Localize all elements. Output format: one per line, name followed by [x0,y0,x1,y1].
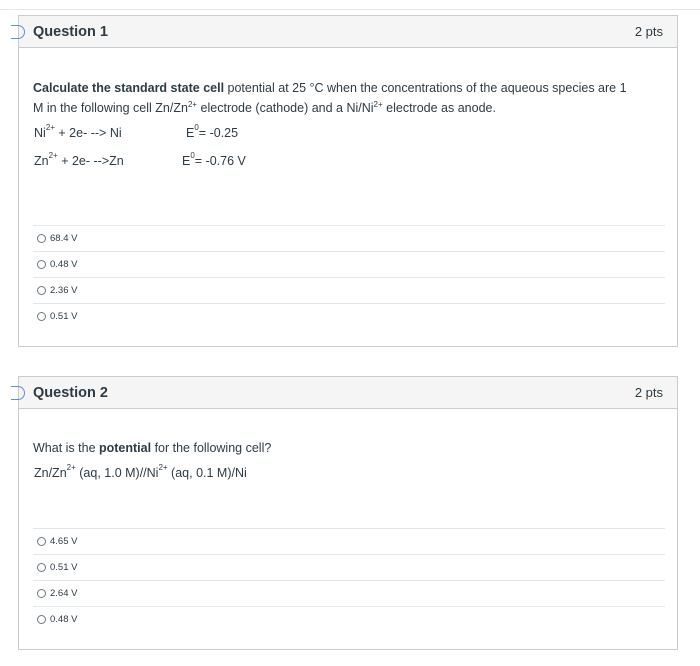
radio-button-icon[interactable] [37,260,46,269]
cell-text: (aq, 1.0 M)//Ni [75,466,159,480]
answer-label[interactable]: 2.64 V [50,588,78,599]
equation-text: + 2e- -->Zn [57,154,124,168]
answer-label[interactable]: 4.65 V [50,536,78,547]
superscript: 0 [190,151,195,160]
question-title: Question 2 [33,384,108,401]
superscript: 2+ [373,100,383,109]
question-text: What is the [33,441,99,455]
question-text: M in the following cell Zn/Zn [33,101,188,115]
question-bold-text: potential [99,441,152,455]
answer-label[interactable]: 68.4 V [50,233,78,244]
cell-text: Zn/Zn [34,466,67,480]
superscript: 2+ [187,100,198,109]
answer-label[interactable]: 0.51 V [50,562,78,573]
question-1-header [19,16,677,48]
question-text: for the following cell? [151,441,272,455]
radio-button-icon[interactable] [37,563,46,572]
radio-button-icon[interactable] [37,234,46,243]
answer-option[interactable] [33,251,665,277]
answer-option[interactable] [33,606,665,632]
equation-2 [34,151,246,168]
answer-option[interactable] [33,580,665,606]
superscript: 0 [194,123,199,132]
superscript: 2+ [158,463,168,472]
question-1-flag-icon[interactable] [11,25,25,39]
answer-label[interactable]: 0.48 V [50,614,78,625]
radio-button-icon[interactable] [37,286,46,295]
question-text: electrode (cathode) and a Ni/Ni [197,101,374,115]
radio-button-icon[interactable] [37,312,46,321]
equation-text: Zn [34,154,49,168]
equation-text: Ni [34,126,46,140]
question-points: 2 pts [634,385,663,400]
potential-value: = -0.25 [198,126,239,140]
answer-list [33,225,665,329]
answer-option[interactable] [33,303,665,329]
question-2-card [18,376,678,650]
answer-option[interactable] [33,554,665,580]
potential-value: = -0.76 V [194,154,246,168]
equation-1 [34,123,239,140]
question-2-flag-icon[interactable] [11,386,25,400]
radio-button-icon[interactable] [37,615,46,624]
superscript: 2+ [45,123,55,132]
question-title: Question 1 [33,23,108,40]
radio-button-icon[interactable] [37,537,46,546]
top-divider [0,9,700,10]
answer-label[interactable]: 0.51 V [50,311,78,322]
question-2-text [33,438,663,458]
answer-option[interactable] [33,277,665,303]
superscript: 2+ [66,463,76,472]
question-1-card [18,15,678,347]
answer-option[interactable] [33,528,665,554]
equation-text: + 2e- --> Ni [54,126,122,140]
answer-list [33,528,665,632]
question-2-header [19,377,677,409]
superscript: 2+ [48,151,58,160]
question-bold-text: Calculate the standard state cell [33,81,225,95]
question-points: 2 pts [634,24,663,39]
cell-notation [34,463,247,480]
potential-label: E [182,154,191,168]
answer-label[interactable]: 2.36 V [50,285,78,296]
question-1-text [33,78,663,118]
radio-button-icon[interactable] [37,589,46,598]
question-text: electrode as anode. [382,101,496,115]
potential-label: E [186,126,195,140]
answer-label[interactable]: 0.48 V [50,259,78,270]
question-text: potential at 25 °C when the concentrations of the aqueous species are 1 [224,81,627,95]
cell-text: (aq, 0.1 M)/Ni [167,466,247,480]
answer-option[interactable] [33,225,665,251]
